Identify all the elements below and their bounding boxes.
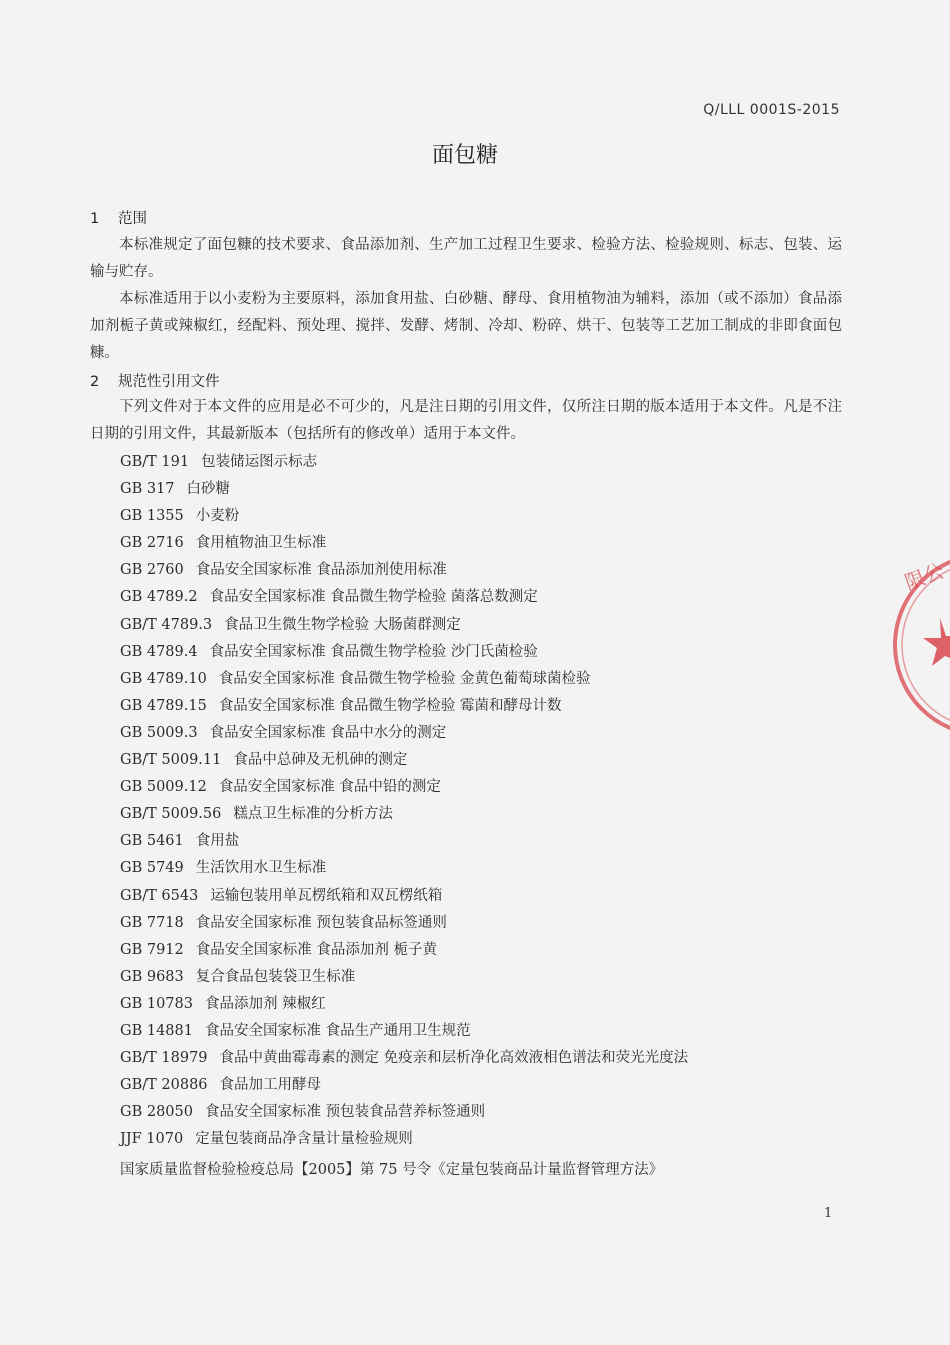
section-1-number: 1	[90, 211, 100, 227]
page-number: 1	[824, 1206, 833, 1221]
reference-title: 食品安全国家标准 预包装食品标签通则	[195, 914, 447, 931]
reference-code: GB 28050	[120, 1104, 193, 1121]
reference-title: 食品安全国家标准 食品微生物学检验 霉菌和酵母计数	[218, 697, 562, 714]
reference-code: GB 4789.2	[120, 589, 198, 606]
reference-item	[120, 801, 688, 828]
reference-title: 食品中黄曲霉毒素的测定 免疫亲和层析净化高效液相色谱法和荧光光度法	[219, 1050, 689, 1067]
section-2-intro: 下列文件对于本文件的应用是必不可少的，凡是注日期的引用文件，仅所注日期的版本适用于本文件。凡是不注日期的引用文件，其最新版本（包括所有的修改单）适用于本文件。	[90, 399, 842, 442]
reference-item	[120, 937, 688, 964]
reference-title: 食品卫生微生物学检验 大肠菌群测定	[224, 616, 461, 633]
section-2-heading	[90, 370, 220, 391]
reference-title: 复合食品包装袋卫生标准	[195, 968, 356, 985]
reference-title: 食用盐	[195, 833, 240, 850]
reference-code: GB 317	[120, 481, 175, 498]
reference-item	[120, 747, 688, 774]
reference-code: GB 4789.15	[120, 697, 207, 714]
reference-title: 小麦粉	[195, 508, 240, 525]
reference-code: GB 4789.4	[120, 643, 198, 660]
reference-code: GB 5461	[120, 833, 184, 850]
reference-title: 食品安全国家标准 食品微生物学检验 金黄色葡萄球菌检验	[218, 670, 591, 687]
reference-item	[120, 883, 688, 910]
reference-title: 包装储运图示标志	[201, 454, 318, 470]
section-2-title: 规范性引用文件	[118, 374, 220, 390]
reference-title: 食品中总砷及无机砷的测定	[233, 752, 408, 769]
reference-title: 生活饮用水卫生标准	[195, 860, 327, 877]
reference-code: GB 5009.3	[120, 724, 198, 741]
reference-code: GB 2760	[120, 562, 184, 579]
svg-text:限公: 限公	[901, 558, 948, 595]
reference-item	[120, 1018, 688, 1045]
reference-title: 食品安全国家标准 食品添加剂 栀子黄	[195, 941, 437, 958]
reference-title: 食品安全国家标准 预包装食品营养标签通则	[204, 1104, 486, 1121]
reference-item	[120, 1099, 688, 1126]
reference-title: 食品安全国家标准 食品微生物学检验 沙门氏菌检验	[209, 643, 538, 660]
reference-item	[120, 612, 688, 639]
reference-title: 食用植物油卫生标准	[195, 535, 327, 552]
reference-code: GB/T 4789.3	[120, 616, 213, 633]
reference-code: GB/T 5009.56	[120, 806, 222, 823]
reference-code: GB 7912	[120, 941, 184, 958]
reference-title: 白砂糖	[186, 481, 231, 498]
reference-code: GB 2716	[120, 535, 184, 552]
reference-title: 糕点卫生标准的分析方法	[233, 806, 393, 823]
reference-item	[120, 720, 688, 747]
reference-item	[120, 774, 688, 801]
reference-code: GB/T 5009.11	[120, 752, 222, 769]
reference-code: GB 4789.10	[120, 670, 207, 687]
reference-title: 食品安全国家标准 食品生产通用卫生规范	[204, 1022, 471, 1039]
reference-title: 食品安全国家标准 食品添加剂使用标准	[195, 562, 447, 579]
reference-code: GB 9683	[120, 968, 184, 985]
section-2-number: 2	[90, 374, 100, 390]
reference-item	[120, 530, 688, 557]
reference-title: 定量包装商品净含量计量检验规则	[195, 1131, 413, 1148]
reference-item	[120, 855, 688, 882]
reference-code: GB 14881	[120, 1022, 193, 1039]
reference-code: GB 5749	[120, 860, 184, 877]
reference-item	[120, 557, 688, 584]
reference-item	[120, 476, 688, 503]
reference-code: GB 10783	[120, 995, 193, 1012]
reference-list	[120, 449, 688, 1153]
reference-item	[120, 991, 688, 1018]
document-title: 面包糖	[431, 143, 498, 168]
reference-item	[120, 503, 688, 530]
reference-title: 食品加工用酵母	[219, 1077, 322, 1094]
reference-item	[120, 584, 688, 611]
reference-code: GB/T 191	[120, 454, 190, 470]
reference-title: 食品添加剂 辣椒红	[204, 995, 326, 1012]
section-1-paragraph-2: 本标准适用于以小麦粉为主要原料，添加食用盐、白砂糖、酵母、食用植物油为辅料，添加（或不添加）食品添加剂栀子黄或辣椒红，经配料、预处理、搅拌、发酵、烤制、冷却、粉碎、烘干、包装等工艺加工制成的非即食面包糠。	[90, 291, 842, 361]
reference-code: GB/T 20886	[120, 1077, 208, 1094]
reference-code: GB 7718	[120, 914, 184, 931]
reference-item	[120, 1045, 688, 1072]
reference-code: GB/T 6543	[120, 887, 199, 904]
reference-title: 食品安全国家标准 食品微生物学检验 菌落总数测定	[209, 589, 538, 606]
reference-title: 食品安全国家标准 食品中铅的测定	[218, 779, 441, 796]
reference-code: GB 5009.12	[120, 779, 207, 796]
decree-reference: 国家质量监督检验检疫总局【2005】第 75 号令《定量包装商品计量监督管理方法》	[120, 1162, 664, 1178]
reference-title: 运输包装用单瓦楞纸箱和双瓦楞纸箱	[210, 887, 443, 904]
reference-item	[120, 693, 688, 720]
reference-item	[120, 639, 688, 666]
reference-item	[120, 910, 688, 937]
reference-item	[120, 1072, 688, 1099]
reference-code: GB 1355	[120, 508, 184, 525]
reference-code: JJF 1070	[120, 1131, 184, 1148]
company-seal-stamp	[890, 548, 950, 743]
reference-title: 食品安全国家标准 食品中水分的测定	[209, 724, 447, 741]
reference-item	[120, 964, 688, 991]
reference-item	[120, 828, 688, 855]
reference-code: GB/T 18979	[120, 1050, 208, 1067]
reference-item	[120, 1126, 688, 1153]
section-1-paragraph-1: 本标准规定了面包糠的技术要求、食品添加剂、生产加工过程卫生要求、检验方法、检验规则、标志、包装、运输与贮存。	[90, 237, 842, 280]
reference-item	[120, 449, 688, 476]
standard-code: Q/LLL 0001S-2015	[703, 102, 840, 118]
reference-item	[120, 666, 688, 693]
section-1-heading	[90, 207, 147, 228]
section-1-title: 范围	[118, 211, 147, 227]
